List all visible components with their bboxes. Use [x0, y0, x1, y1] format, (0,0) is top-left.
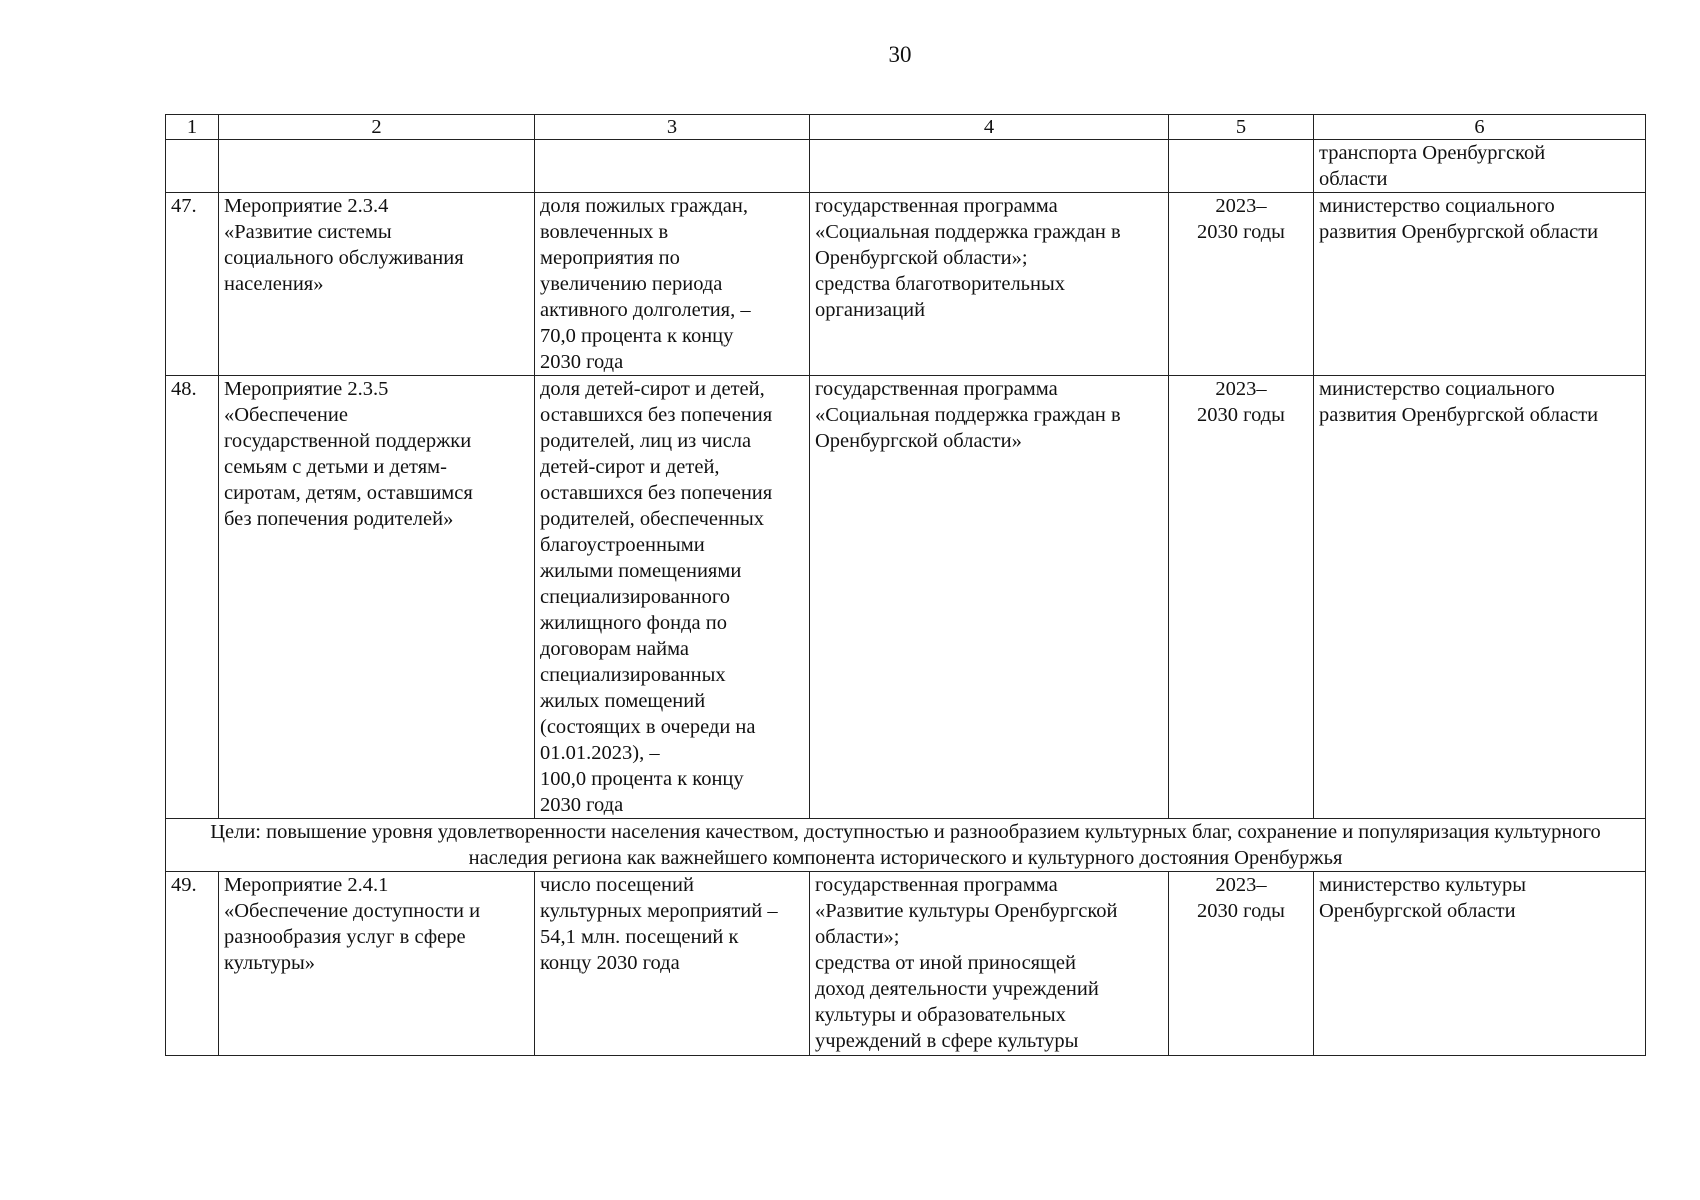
table-cell [810, 140, 1169, 193]
table-row [166, 193, 1646, 376]
column-header: 4 [810, 115, 1169, 140]
executor-cell: министерство социального развития Оренбургской области [1314, 376, 1646, 819]
table-row-continued [166, 140, 1646, 193]
source-cell: государственная программа «Социальная поддержка граждан в Оренбургской области»; средства благотворительных организаций [810, 193, 1169, 376]
indicator-cell: число посещений культурных мероприятий – 54,1 млн. посещений к концу 2030 года [535, 872, 810, 1056]
period-cell: 2023– 2030 годы [1169, 376, 1314, 819]
table-cell [535, 140, 810, 193]
measure-cell: Мероприятие 2.3.4 «Развитие системы социального обслуживания населения» [219, 193, 535, 376]
table-cell [1169, 140, 1314, 193]
row-number: 47. [166, 193, 219, 376]
goal-row [166, 819, 1646, 872]
measures-table [165, 114, 1646, 1056]
executor-cell: министерство культуры Оренбургской области [1314, 872, 1646, 1056]
table-cell [219, 140, 535, 193]
period-cell: 2023– 2030 годы [1169, 872, 1314, 1056]
column-header: 5 [1169, 115, 1314, 140]
column-header: 1 [166, 115, 219, 140]
indicator-cell: доля пожилых граждан, вовлеченных в мероприятия по увеличению периода активного долголетия, – 70,0 процента к концу 2030 года [535, 193, 810, 376]
column-header: 3 [535, 115, 810, 140]
page-number: 30 [888, 42, 912, 67]
table-row [166, 376, 1646, 819]
goal-text: Цели: повышение уровня удовлетворенности населения качеством, доступностью и разнообразием культурных благ, сохранение и популяризация культурного наследия региона как важнейшего компонента исторического и культурного достояния Оренбуржья [166, 819, 1646, 872]
source-cell: государственная программа «Развитие культуры Оренбургской области»; средства от иной приносящей доход деятельности учреждений культуры и образовательных учреждений в сфере культуры [810, 872, 1169, 1056]
executor-cell: министерство социального развития Оренбургской области [1314, 193, 1646, 376]
period-cell: 2023– 2030 годы [1169, 193, 1314, 376]
table-header-row [166, 115, 1646, 140]
indicator-cell: доля детей-сирот и детей, оставшихся без попечения родителей, лиц из числа детей-сирот и детей, оставшихся без попечения родителей, обеспеченных благоустроенными жилыми помещениями специализированного жилищного фонда по договорам найма специализированных жилых помещений (состоящих в очереди на 01.01.2023), – 100,0 процента к концу 2030 года [535, 376, 810, 819]
row-number: 48. [166, 376, 219, 819]
measure-cell: Мероприятие 2.3.5 «Обеспечение государственной поддержки семьям с детьми и детям- сиротам, детям, оставшимся без попечения родителей» [219, 376, 535, 819]
source-cell: государственная программа «Социальная поддержка граждан в Оренбургской области» [810, 376, 1169, 819]
executor-cell: транспорта Оренбургской области [1314, 140, 1646, 193]
table-cell [166, 140, 219, 193]
column-header: 6 [1314, 115, 1646, 140]
row-number: 49. [166, 872, 219, 1056]
measure-cell: Мероприятие 2.4.1 «Обеспечение доступности и разнообразия услуг в сфере культуры» [219, 872, 535, 1056]
table-row [166, 872, 1646, 1056]
column-header: 2 [219, 115, 535, 140]
